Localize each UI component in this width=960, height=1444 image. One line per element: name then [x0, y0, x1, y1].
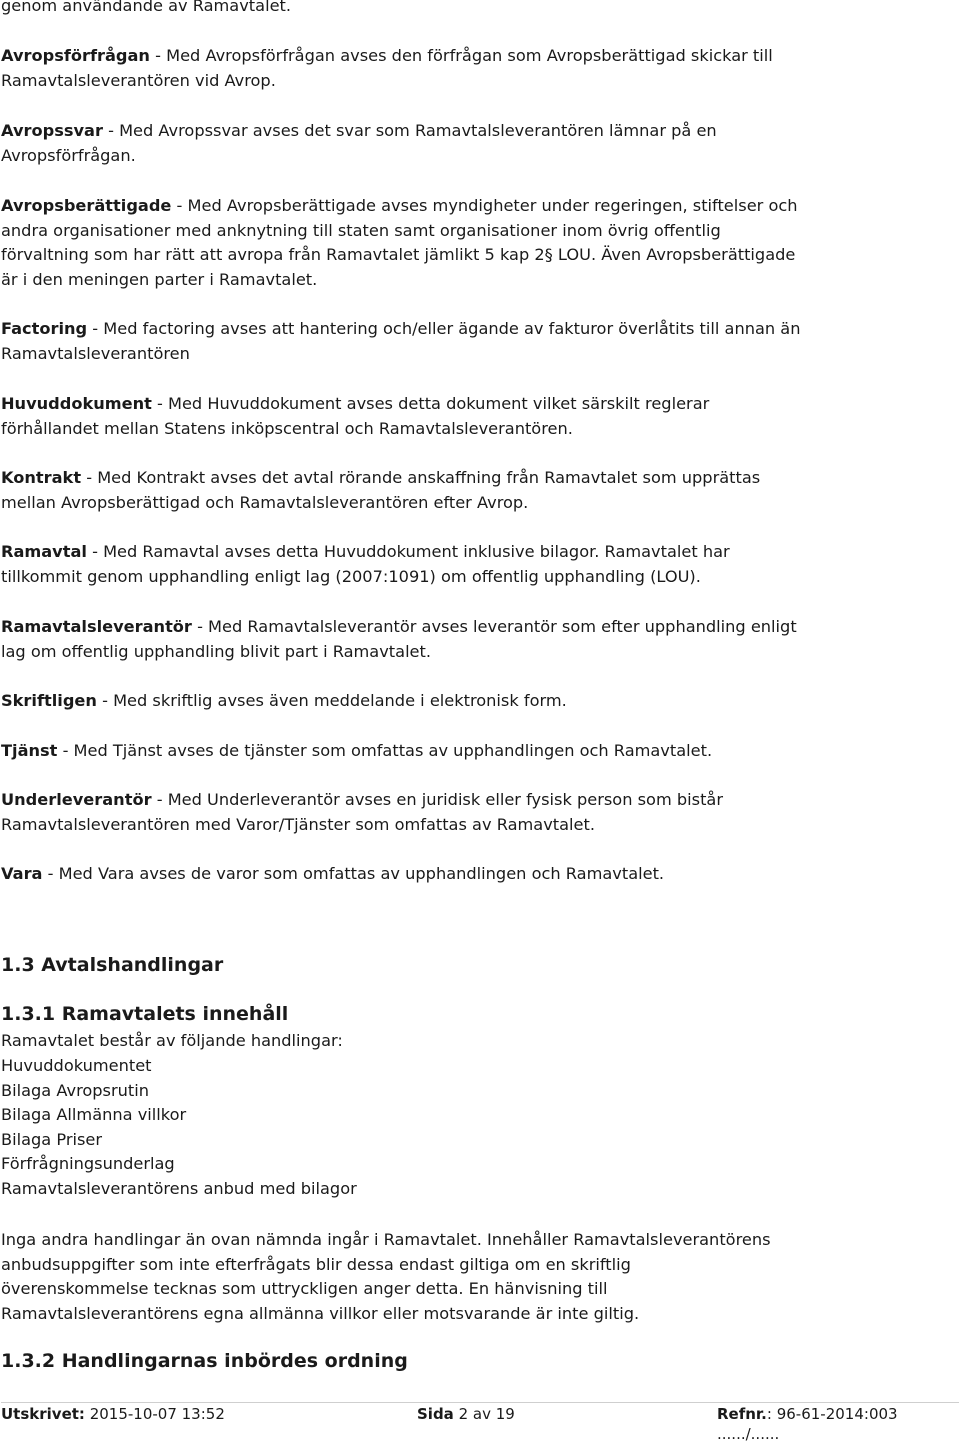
definition-term: Kontrakt	[1, 468, 82, 487]
definition-term: Tjänst	[1, 741, 58, 760]
definition-avropsberattigade	[1, 194, 801, 292]
definition-skriftligen	[1, 689, 801, 714]
definition-term: Underleverantör	[1, 790, 152, 809]
definition-text: - Med Underleverantör avses en juridisk eller fysisk person som bistår Ramavtalsleverantören med Varor/Tjänster som omfattas av Ramavtalet.	[1, 790, 723, 834]
definition-ramavtal	[1, 540, 801, 589]
definition-text: - Med Avropsförfrågan avses den förfrågan som Avropsberättigad skickar till Ramavtalsleverantören vid Avrop.	[1, 46, 773, 90]
printed-label: Utskrivet:	[1, 1405, 85, 1423]
closing-paragraph: Inga andra handlingar än ovan nämnda ingår i Ramavtalet. Innehåller Ramavtalsleverantörens anbudsuppgifter som inte efterfrågats blir dessa endast giltiga om en skriftlig överenskommelse tecknas som uttryckligen anger detta. En hänvisning till Ramavtalsleverantörens egna allmänna villkor eller motsvarande är inte giltig.	[1, 1230, 771, 1323]
definition-text: - Med Ramavtal avses detta Huvuddokument inklusive bilagor. Ramavtalet har tillkommit genom upphandling enligt lag (2007:1091) om offentlig upphandling (LOU).	[1, 542, 730, 586]
definition-text: - Med Avropssvar avses det svar som Ramavtalsleverantören lämnar på en Avropsförfrågan.	[1, 121, 717, 165]
section-heading-1-3-2: 1.3.2 Handlingarnas inbördes ordning	[1, 1350, 408, 1372]
definition-term: Ramavtalsleverantör	[1, 617, 192, 636]
definition-text: - Med Huvuddokument avses detta dokument vilket särskilt reglerar förhållandet mellan Statens inköpscentral och Ramavtalsleverantören.	[1, 394, 710, 438]
definition-huvuddokument	[1, 392, 801, 441]
definition-term: Skriftligen	[1, 691, 97, 710]
page-label: Sida	[417, 1405, 454, 1423]
list-item: Ramavtalsleverantörens anbud med bilagor	[1, 1178, 357, 1198]
definition-tjanst	[1, 739, 801, 764]
top-fragment: genom användande av Ramavtalet.	[1, 0, 292, 15]
intro-text: Ramavtalet består av följande handlingar:	[1, 1031, 343, 1050]
definition-text: - Med Tjänst avses de tjänster som omfattas av upphandlingen och Ramavtalet.	[57, 741, 713, 760]
list-item: Bilaga Allmänna villkor	[1, 1105, 187, 1125]
document-list	[1, 1054, 357, 1202]
definition-term: Avropssvar	[1, 121, 103, 140]
definition-term: Huvuddokument	[1, 394, 152, 413]
ref-label: Refnr.	[717, 1405, 767, 1423]
definition-text: - Med Ramavtalsleverantör avses leverantör som efter upphandling enligt lag om offentlig upphandling blivit part i Ramavtalet.	[1, 617, 797, 661]
page-number	[417, 1404, 515, 1424]
section-heading-1-3-1: 1.3.1 Ramavtalets innehåll	[1, 1003, 289, 1025]
definition-text: - Med Vara avses de varor som omfattas av upphandlingen och Ramavtalet.	[42, 864, 665, 883]
definition-vara	[1, 862, 801, 887]
ref-value: : 96-61-2014:003 ....../......	[717, 1405, 898, 1443]
definition-text: - Med skriftlig avses även meddelande i elektronisk form.	[96, 691, 567, 710]
reference-number	[717, 1404, 959, 1444]
definition-term: Vara	[1, 864, 43, 883]
page-footer	[1, 1402, 959, 1443]
definition-text: - Med factoring avses att hantering och/eller ägande av fakturor överlåtits till annan än Ramavtalsleverantören	[1, 319, 801, 363]
definition-avropsforfragan	[1, 44, 801, 93]
definition-underleverantor	[1, 788, 801, 837]
list-item: Förfrågningsunderlag	[1, 1154, 175, 1174]
list-item: Bilaga Avropsrutin	[1, 1080, 149, 1100]
printed-date	[1, 1404, 225, 1424]
definition-term: Factoring	[1, 319, 88, 338]
definition-ramavtalsleverantor	[1, 615, 801, 664]
list-item: Huvuddokumentet	[1, 1056, 152, 1075]
definition-text: - Med Kontrakt avses det avtal rörande anskaffning från Ramavtalet som upprättas mellan Avropsberättigad och Ramavtalsleverantören efter Avrop.	[1, 468, 761, 512]
definition-text: - Med Avropsberättigade avses myndigheter under regeringen, stiftelser och andra organisationer med anknytning till staten samt organisationer inom övrig offentlig förvaltning som har rätt att avropa från Ramavtalet jämlikt 5 kap 2§ LOU. Även Avropsberättigade är i den meningen parter i Ramavtalet.	[1, 196, 798, 289]
page-value: 2 av 19	[453, 1405, 515, 1423]
definition-term: Avropsberättigade	[1, 196, 172, 215]
list-item: Bilaga Priser	[1, 1129, 103, 1149]
definition-factoring	[1, 317, 801, 366]
printed-value: 2015-10-07 13:52	[84, 1405, 225, 1423]
definition-term: Ramavtal	[1, 542, 87, 561]
section-heading-1-3: 1.3 Avtalshandlingar	[1, 954, 224, 976]
definition-avropssvar	[1, 119, 801, 168]
definition-kontrakt	[1, 466, 801, 515]
definition-term: Avropsförfrågan	[1, 46, 150, 65]
